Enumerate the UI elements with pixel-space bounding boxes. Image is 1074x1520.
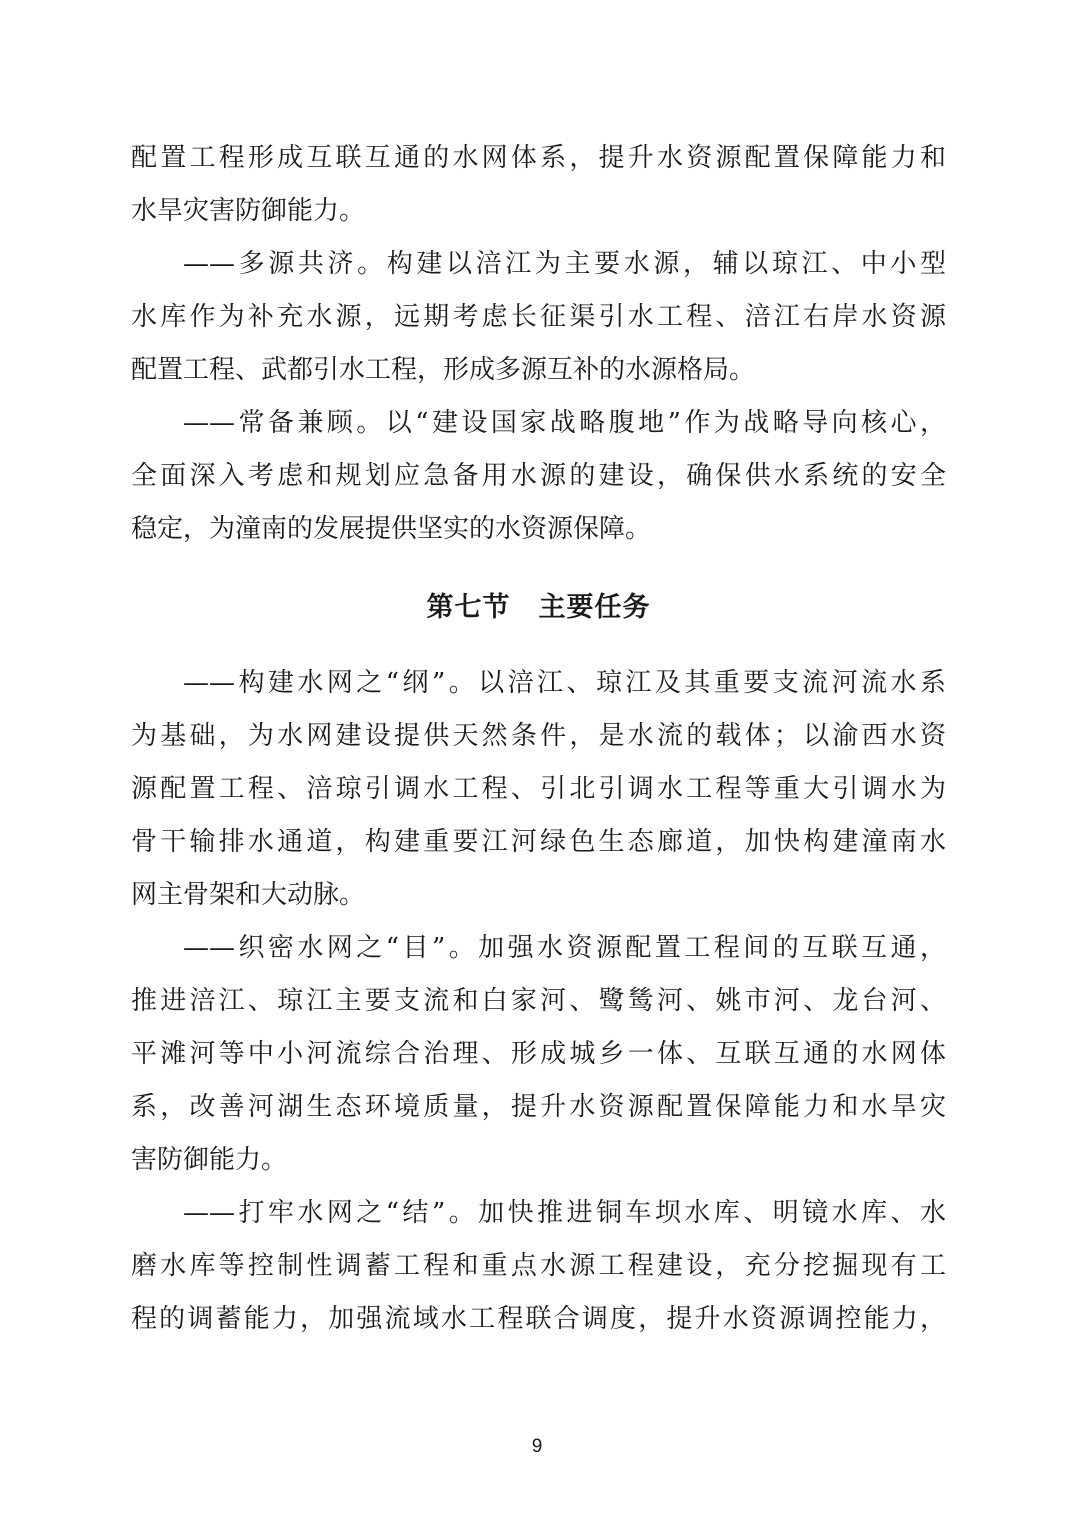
paragraph-line: 推进涪江、琼江主要支流和白家河、鹭鸶河、姚市河、龙台河、	[131, 986, 946, 1016]
page-number: 9	[531, 1436, 543, 1457]
paragraph-line: 稳定，为潼南的发展提供坚实的水资源保障。	[131, 514, 652, 544]
paragraph-line: 源配置工程、涪琼引调水工程、引北引调水工程等重大引调水为	[131, 774, 946, 804]
paragraph-line: 网主骨架和大动脉。	[131, 880, 366, 910]
paragraphs-before-section	[131, 132, 946, 556]
paragraph-line: 程的调蓄能力，加强流域水工程联合调度，提升水资源调控能力，	[131, 1304, 946, 1334]
paragraph	[131, 397, 946, 556]
paragraph-line: 骨干输排水通道，构建重要江河绿色生态廊道，加快构建潼南水	[131, 827, 946, 857]
paragraph-line: ——常备兼顾。以“建设国家战略腹地”作为战略导向核心，	[183, 408, 946, 438]
paragraph	[131, 1187, 946, 1346]
paragraph-line: 配置工程、武都引水工程，形成多源互补的水源格局。	[131, 355, 756, 385]
paragraph-line: 全面深入考虑和规划应急备用水源的建设，确保供水系统的安全	[131, 461, 946, 491]
paragraph-line: 平滩河等中小河流综合治理、形成城乡一体、互联互通的水网体	[131, 1039, 946, 1069]
page-body	[131, 132, 946, 1346]
paragraphs-after-section	[131, 657, 946, 1346]
paragraph-line: 为基础，为水网建设提供天然条件，是水流的载体；以渝西水资	[131, 721, 946, 751]
section-title: 第七节 主要任务	[426, 592, 651, 623]
paragraph-line: 磨水库等控制性调蓄工程和重点水源工程建设，充分挖掘现有工	[131, 1251, 946, 1281]
paragraph-line: 配置工程形成互联互通的水网体系，提升水资源配置保障能力和	[131, 143, 946, 173]
paragraph-line: 水旱灾害防御能力。	[131, 196, 366, 226]
paragraph-line: ——构建水网之“纲”。以涪江、琼江及其重要支流河流水系	[183, 668, 946, 698]
paragraph-line: 害防御能力。	[131, 1145, 288, 1175]
paragraph-line: ——织密水网之“目”。加强水资源配置工程间的互联互通，	[183, 933, 946, 963]
paragraph	[131, 132, 946, 238]
paragraph-line: ——打牢水网之“结”。加快推进铜车坝水库、明镜水库、水	[183, 1198, 946, 1228]
paragraph	[131, 657, 946, 922]
paragraph	[131, 922, 946, 1187]
paragraph-line: 系，改善河湖生态环境质量，提升水资源配置保障能力和水旱灾	[131, 1092, 946, 1122]
paragraph-line: 水库作为补充水源，远期考虑长征渠引水工程、涪江右岸水资源	[131, 302, 946, 332]
paragraph	[131, 238, 946, 397]
paragraph-line: ——多源共济。构建以涪江为主要水源，辅以琼江、中小型	[183, 249, 946, 279]
